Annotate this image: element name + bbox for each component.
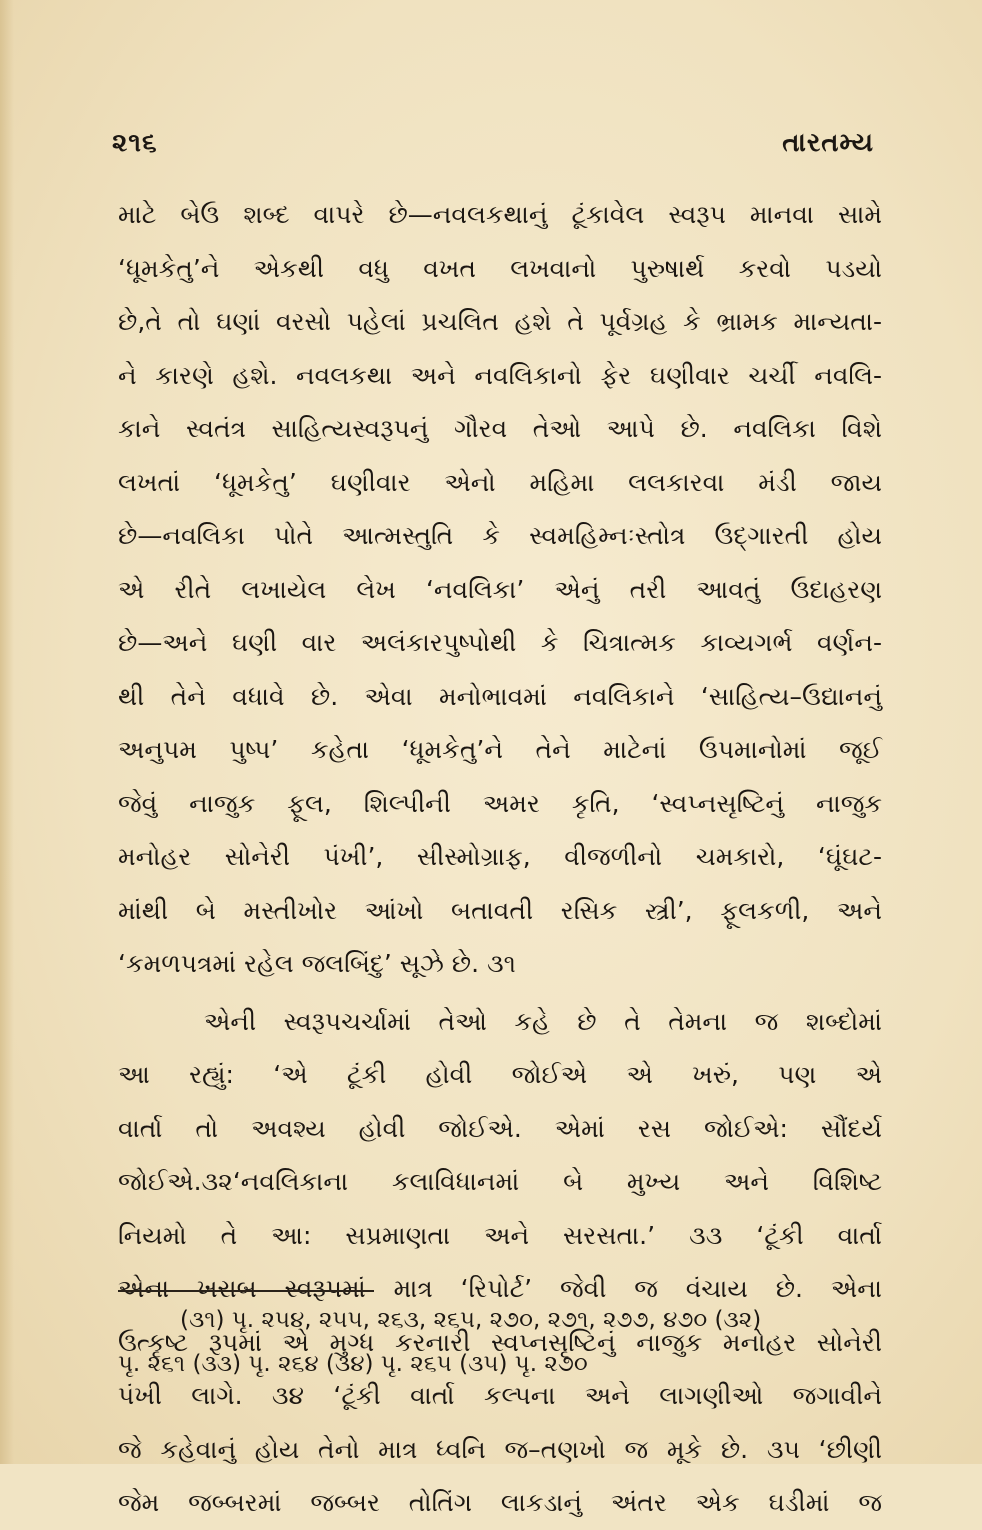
text-line: કાને સ્વતંત્ર સાહિત્યસ્વરૂપનું ગૌરવ તેઓ આપે છે. નવલિકા વિશે	[118, 414, 882, 443]
text-line: જોઈએ.૩૨‘નવલિકાના કલાવિધાનમાં બે મુખ્ય અને વિશિષ્ટ	[118, 1167, 882, 1196]
text-line: જેમ જબ્બરમાં જબ્બર તોતિંગ લાકડાનું અંતર એક ઘડીમાં જ	[118, 1488, 882, 1517]
text-line: છે,તે તો ઘણાં વરસો પહેલાં પ્રચલિત હશે તે પૂર્વગ્રહ કે ભ્રામક માન્યતા-	[118, 307, 882, 336]
text-line: એ રીતે લખાયેલ લેખ ‘નવલિકા’ એનું તરી આવતું ઉદાહરણ	[118, 574, 882, 604]
footnote-line: પૃ. ૨૬૧ (૩૩) પૃ. ૨૬૪ (૩૪) પૃ. ૨૬૫ (૩૫) પૃ. ૨૭૦	[118, 1351, 588, 1377]
paragraph-1	[118, 188, 882, 991]
footnotes	[118, 1298, 882, 1386]
text-line: ઉત્કૃષ્ટ રૂપમાં એ મુગ્ધ કરનારી સ્વપ્નસૃષ્ટિનું નાજુક મનોહર સોનેરી	[118, 1327, 882, 1357]
text-line: વાર્તા તો અવશ્ય હોવી જોઈએ. એમાં રસ જોઈએ: સૌંદર્ય	[118, 1113, 882, 1143]
page-number: ૨૧૬	[112, 128, 158, 158]
text-line: માંથી બે મસ્તીખોર આંખો બતાવતી રસિક સ્ત્રી’, ફૂલકળી, અને	[118, 895, 882, 925]
footnote-divider	[118, 1290, 374, 1292]
page-header	[112, 128, 874, 168]
text-line: જેવું નાજુક ફૂલ, શિલ્પીની અમર કૃતિ, ‘સ્વપ્નસૃષ્ટિનું નાજુક	[118, 788, 882, 818]
page-edge-shadow	[0, 0, 14, 1464]
text-line: નિયમો તે આ: સપ્રમાણતા અને સરસતા.’ ૩૩ ‘ટૂંકી વાર્તા	[118, 1220, 882, 1250]
text-line: જે કહેવાનું હોય તેનો માત્ર ધ્વનિ જ–તણખો જ મૂકે છે. ૩૫ ‘છીણી	[118, 1434, 882, 1464]
text-line: થી તેને વધાવે છે. એવા મનોભાવમાં નવલિકાને ‘સાહિત્ય–ઉદ્યાનનું	[118, 681, 882, 711]
text-line: ‘કમળપત્રમાં રહેલ જલબિંદુ’ સૂઝે છે. ૩૧	[118, 949, 516, 978]
text-line: આ રહ્યું: ‘એ ટૂંકી હોવી જોઈએ એ ખરું, પણ એ	[118, 1060, 882, 1089]
footnote-line: (૩૧) પૃ. ૨૫૪, ૨૫૫, ૨૬૩, ૨૬૫, ૨૭૦, ૨૭૧, ૨૭૭, ૪૭૦ (૩૨)	[180, 1307, 762, 1333]
text-line: છે—નવલિકા પોતે આત્મસ્તુતિ કે સ્વમહિમ્નઃસ્તોત્ર ઉદ્ગારતી હોય	[118, 521, 882, 550]
text-line: ‘ધૂમકેતુ’ને એકથી વધુ વખત લખવાનો પુરુષાર્થ કરવો પડયો	[118, 253, 882, 283]
text-line: એની સ્વરૂપચર્ચામાં તેઓ કહે છે તે તેમના જ શબ્દોમાં	[204, 1006, 882, 1036]
text-line: માટે બેઉ શબ્દ વાપરે છે—નવલકથાનું ટૂંકાવેલ સ્વરૂપ માનવા સામે	[118, 200, 882, 229]
running-head: તારતમ્ય	[782, 128, 874, 158]
paragraph-2	[118, 995, 882, 1530]
text-line: મનોહર સોનેરી પંખી’, સીસ્મોગ્રાફ, વીજળીનો ચમકારો, ‘ઘૂંઘટ-	[118, 842, 882, 871]
text-line: ને કારણે હશે. નવલકથા અને નવલિકાનો ફેર ઘણીવાર ચર્ચી નવલિ-	[118, 360, 882, 390]
text-line: પંખી લાગે. ૩૪ ‘ટૂંકી વાર્તા કલ્પના અને લાગણીઓ જગાવીને	[118, 1381, 882, 1410]
text-line: એના ખરાબ સ્વરૂપમાં માત્ર ‘રિપોર્ટ’ જેવી જ વંચાય છે. એના	[118, 1274, 882, 1303]
text-line: લખતાં ‘ધૂમકેતુ’ ઘણીવાર એનો મહિમા લલકારવા મંડી જાય	[118, 467, 882, 497]
text-line: છે—અને ઘણી વાર અલંકારપુષ્પોથી કે ચિત્રાત્મક કાવ્યગર્ભ વર્ણન-	[118, 628, 882, 657]
text-line: અનુપમ પુષ્પ’ કહેતા ‘ધૂમકેતુ’ને તેને માટેનાં ઉપમાનોમાં જૂઈ	[118, 735, 882, 764]
